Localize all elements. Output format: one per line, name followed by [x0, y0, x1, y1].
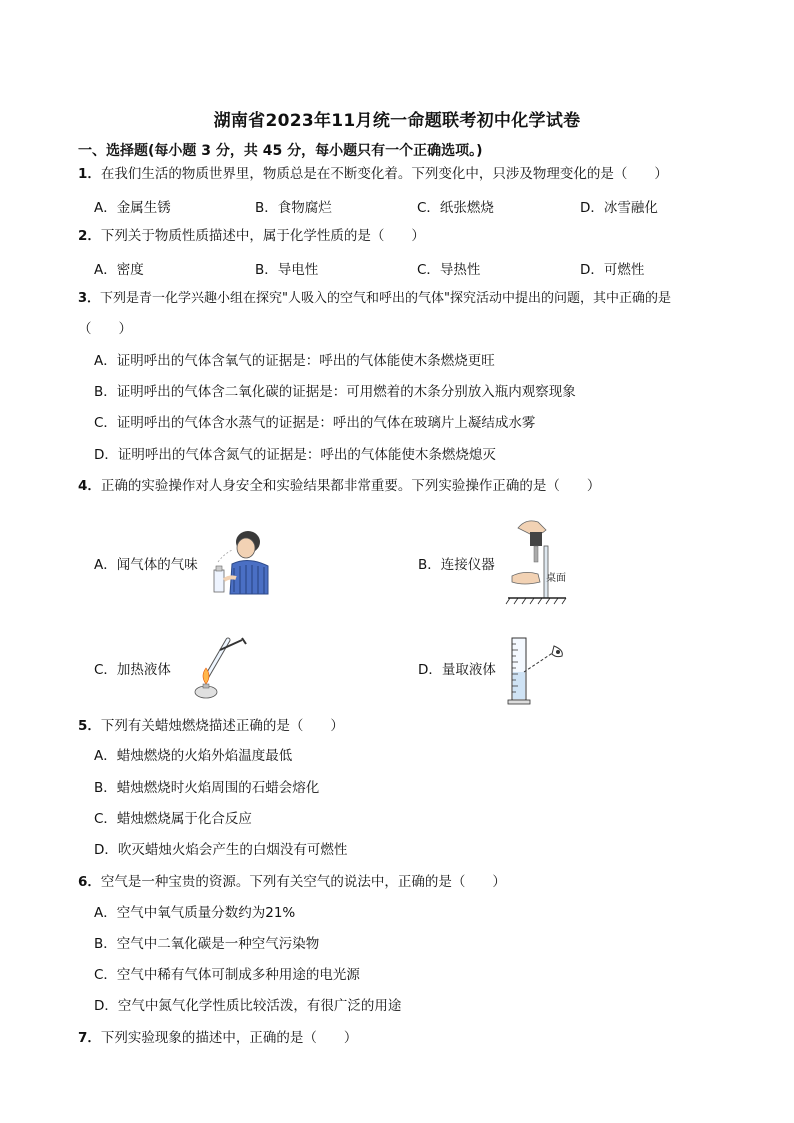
option-d: D．可燃性 [580, 262, 645, 278]
option-d: D．证明呼出的气体含氮气的证据是：呼出的气体能使木条燃烧熄灭 [94, 447, 496, 463]
question-text: 在我们生活的物质世界里，物质总是在不断变化着。下列变化中，只涉及物理变化的是（ ） [100, 166, 668, 182]
question-3 [78, 289, 671, 309]
option-c: C．空气中稀有气体可制成多种用途的电光源 [94, 967, 360, 983]
question-text: 下列实验现象的描述中，正确的是（ ） [100, 1030, 358, 1046]
option-a: A．蜡烛燃烧的火焰外焰温度最低 [94, 748, 293, 764]
heating-liquid-figure [184, 632, 248, 702]
exam-title: 湖南省2023年11月统一命题联考初中化学试卷 [213, 111, 581, 131]
question-5 [78, 716, 344, 736]
option-a: A．空气中氧气质量分数约为21% [94, 905, 296, 921]
option-a: A．金属生锈 [94, 200, 171, 216]
option-c: C．加热液体 [94, 662, 171, 678]
connecting-apparatus-figure [504, 516, 574, 612]
question-number: 6． [78, 874, 101, 890]
desk-label: 桌面 [546, 573, 566, 584]
option-d: D．量取液体 [418, 662, 496, 678]
question-number: 3． [78, 291, 101, 306]
question-1 [78, 164, 668, 184]
option-a: A．闻气体的气味 [94, 557, 198, 573]
smelling-gas-figure [210, 528, 272, 598]
option-d: D．吹灭蜡烛火焰会产生的白烟没有可燃性 [94, 842, 348, 858]
question-4 [78, 476, 600, 496]
option-b: B．证明呼出的气体含二氧化碳的证据是：可用燃着的木条分别放入瓶内观察现象 [94, 384, 576, 400]
option-a: A．密度 [94, 262, 144, 278]
option-c: C．纸张燃烧 [417, 200, 494, 216]
measuring-liquid-figure [506, 632, 570, 706]
question-6 [78, 872, 506, 892]
option-c: C．证明呼出的气体含水蒸气的证据是：呼出的气体在玻璃片上凝结成水雾 [94, 415, 536, 431]
option-b: B．蜡烛燃烧时火焰周围的石蜡会熔化 [94, 780, 320, 796]
question-number: 2． [78, 228, 101, 244]
question-number: 4． [78, 478, 101, 494]
question-2 [78, 226, 425, 246]
section-heading: 一、选择题(每小题 3 分，共 45 分，每小题只有一个正确选项。) [78, 143, 483, 159]
option-b: B．连接仪器 [418, 557, 495, 573]
option-c: C．导热性 [417, 262, 481, 278]
question-text: 下列是青一化学兴趣小组在探究"人吸入的空气和呼出的气体"探究活动中提出的问题，其中正确的是 [100, 291, 672, 306]
question-7 [78, 1028, 357, 1048]
question-number: 7． [78, 1030, 101, 1046]
question-3-text-cont: （ ） [78, 321, 132, 337]
question-number: 1． [78, 166, 101, 182]
question-text: 下列关于物质性质描述中，属于化学性质的是（ ） [100, 228, 425, 244]
option-d: D．空气中氮气化学性质比较活泼，有很广泛的用途 [94, 998, 402, 1014]
option-b: B．导电性 [255, 262, 319, 278]
option-d: D．冰雪融化 [580, 200, 658, 216]
question-text: 下列有关蜡烛燃烧描述正确的是（ ） [100, 718, 344, 734]
question-number: 5． [78, 718, 101, 734]
question-text: 正确的实验操作对人身安全和实验结果都非常重要。下列实验操作正确的是（ ） [100, 478, 601, 494]
option-b: B．空气中二氧化碳是一种空气污染物 [94, 936, 320, 952]
option-b: B．食物腐烂 [255, 200, 332, 216]
option-c: C．蜡烛燃烧属于化合反应 [94, 811, 252, 827]
question-text: 空气是一种宝贵的资源。下列有关空气的说法中，正确的是（ ） [100, 874, 506, 890]
option-a: A．证明呼出的气体含氧气的证据是：呼出的气体能使木条燃烧更旺 [94, 353, 495, 369]
